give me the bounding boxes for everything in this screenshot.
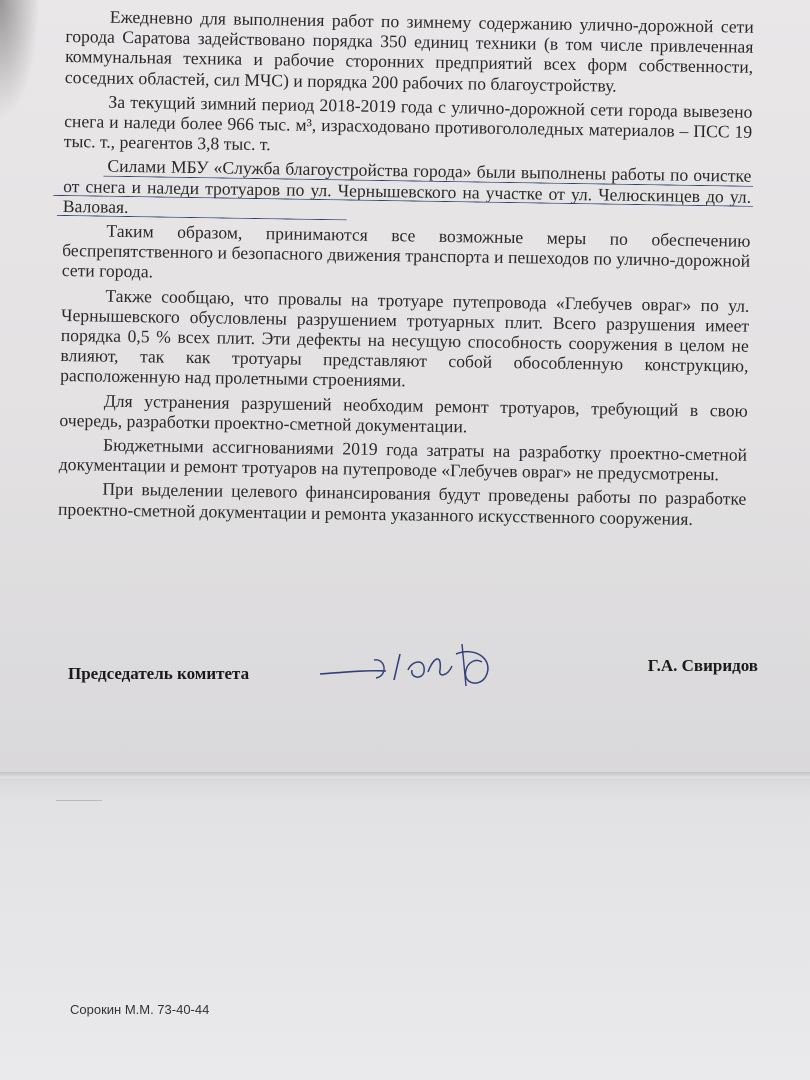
paragraph-measures: Таким образом, принимаются все возможные меры по обеспечению беспрепятственного и безопасного движения транспорта и пешеходов по улично-дорожной сети города. (61, 220, 751, 282)
paragraph-sidewalk-cleaning: Силами МБУ «Служба благоустройства города» были выполнены работы по очистке от снега и наледи тротуаров по ул. Чернышевского на участке от ул. Челюскинцев до ул. Валовая. (62, 156, 752, 217)
signatory-title: Председатель комитета (68, 664, 250, 683)
executor-contact: Сорокин М.М. 73-40-44 (70, 1002, 210, 1017)
paragraph-overpass-defects: Также сообщаю, что провалы на тротуаре путепровода «Глебучев овраг» по ул. Чернышевского обусловлены разрушением тротуарных плит. Всего разрушения имеет порядка 0,5 % всех плит. Эти дефекты на несущую способность сооружения в целом не влияют, так как тротуары представляют собой обособленную конструкцию, расположенную над пролетными строениями. (60, 285, 750, 391)
letter-body (58, 6, 754, 534)
paragraph-snow-removal: За текущий зимний период 2018-2019 года с улично-дорожной сети города вывезено снега и наледи более 966 тыс. м³, израсходовано противогололедных материалов – ПСС 19 тыс. т., реагентов 3,8 тыс. т. (63, 91, 753, 155)
paragraph-equipment: Ежедневно для выполнения работ по зимнему содержанию улично-дорожной сети города Саратова задействовано порядка 350 единиц техники (в том числе привлеченная коммунальная техника и рабочие сторонних предприятий всех форм собственности, соседних областей, сил МЧС) и порядка 200 рабочих по благоустройству. (64, 6, 754, 96)
handwritten-signature (316, 636, 506, 696)
pencil-mark (56, 800, 102, 801)
paragraph-budget: Бюджетными ассигнованиями 2019 года затраты на разработку проектно-сметной документации и ремонт тротуаров на путепроводе «Глебучев овраг» не предусмотрены. (58, 434, 748, 485)
signature-block (68, 654, 758, 704)
paragraph-repair-needed: Для устранения разрушений необходим ремонт тротуаров, требующий в свою очередь, разработки проектно-сметной документации. (59, 390, 748, 437)
signatory-name: Г.А. Свиридов (647, 656, 758, 675)
page-shadow (0, 0, 40, 120)
paragraph-financing: При выделении целевого финансирования будут проведены работы по разработке проектно-сметной документации и ремонта указанного искусственного сооружения. (57, 479, 747, 529)
underlined-paragraph (63, 155, 752, 226)
paper-fold (0, 772, 810, 778)
